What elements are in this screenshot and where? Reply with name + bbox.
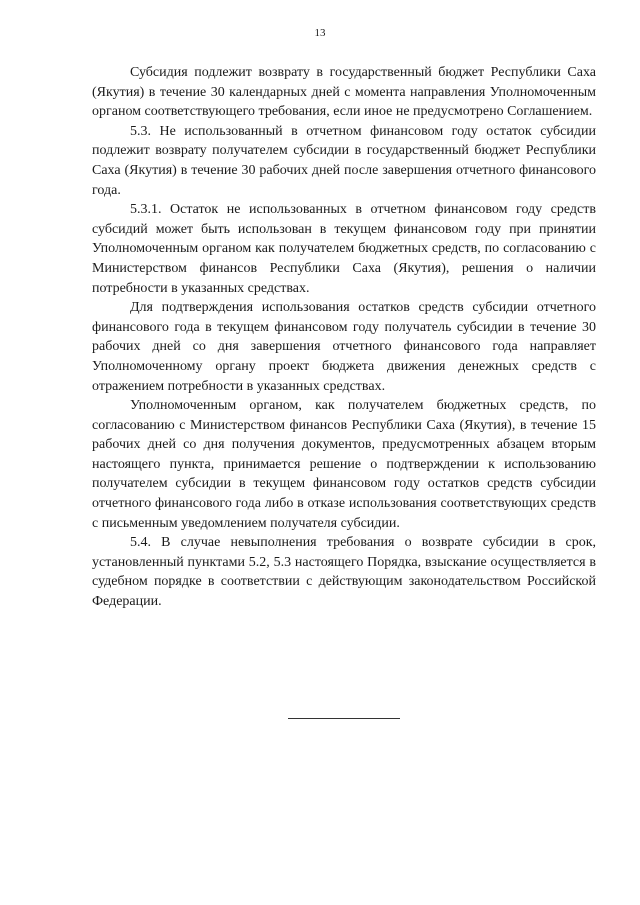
document-body — [92, 63, 596, 612]
page-number: 13 — [314, 27, 326, 39]
paragraph-subsidy-return: Субсидия подлежит возврату в государственный бюджет Республики Саха (Якутия) в течение 30 календарных дней с момента направления Уполномоченным органом соответствующего требования, если иное не предусмотрено Соглашением. — [92, 65, 596, 120]
paragraph-5-3: 5.3. Не использованный в отчетном финансовом году остаток субсидии подлежит возврату получателем субсидии в государственный бюджет Республики Саха (Якутия) в течение 30 рабочих дней после завершения отчетного финансового года. — [92, 123, 596, 198]
paragraph-5-4: 5.4. В случае невыполнения требования о возврате субсидии в срок, установленный пунктами 5.2, 5.3 настоящего Порядка, взыскание осуществляется в судебном порядке в соответствии с действующим законодательством Российской Федерации. — [92, 535, 596, 610]
paragraph-5-3-1: 5.3.1. Остаток не использованных в отчетном финансовом году средств субсидий может быть использован в текущем финансовом году при принятии Уполномоченным органом как получателем бюджетных средств, по согласованию с Министерством финансов Республики Саха (Якутия), решения о наличии потребности в указанных средствах. — [92, 202, 596, 296]
end-divider — [288, 718, 400, 719]
paragraph-confirmation: Для подтверждения использования остатков средств субсидии отчетного финансового года в текущем финансовом году получатель субсидии в течение 30 рабочих дней со дня завершения отчетного финансового года направляет Уполномоченному органу проект бюджета движения денежных средств с отражением потребности в указанных средствах. — [92, 300, 596, 394]
paragraph-decision: Уполномоченным органом, как получателем бюджетных средств, по согласованию с Министерством финансов Республики Саха (Якутия), в течение 15 рабочих дней со дня получения документов, предусмотренных абзацем вторым настоящего пункта, принимается решение о подтверждении к использованию получателем субсидии в текущем финансовом году остатков средств субсидии отчетного финансового года либо в отказе использования соответствующих средств с письменным уведомлением получателя субсидии. — [92, 398, 596, 531]
